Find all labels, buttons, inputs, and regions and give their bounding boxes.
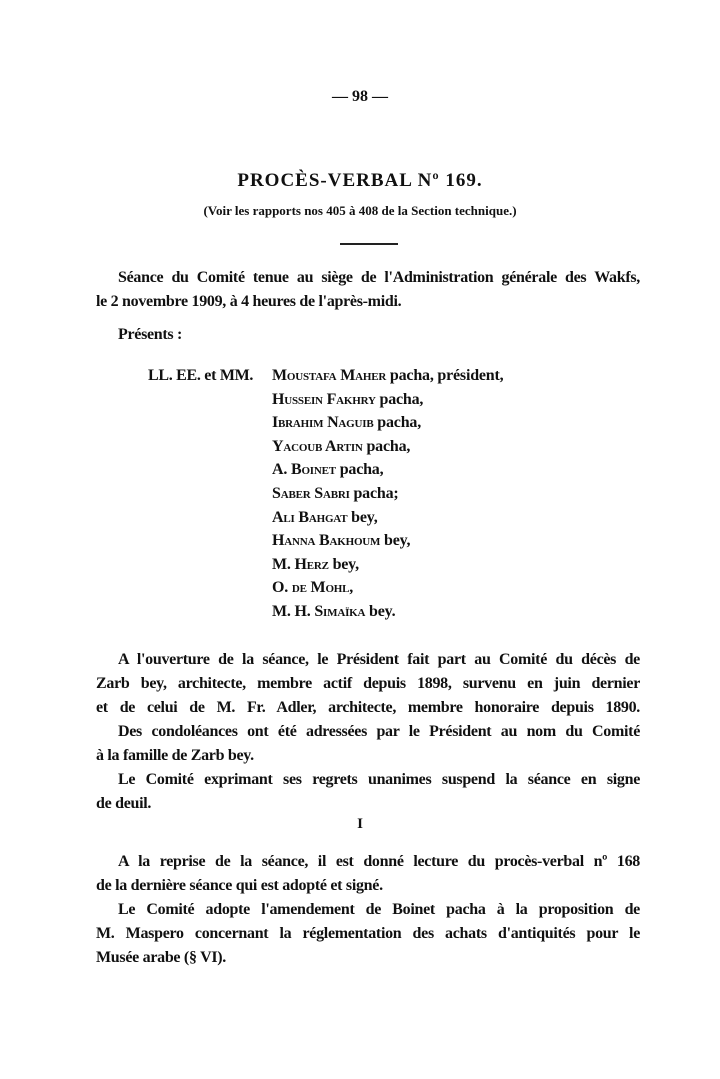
attendee-name: Herz (294, 555, 329, 573)
attendee (272, 482, 399, 506)
attendee-name: de Mohl (291, 579, 350, 597)
attendee-name: Yacoub Artin (272, 437, 363, 455)
paragraph-line: le 2 novembre 1909, à 4 heures de l'après-midi. (96, 293, 402, 310)
attendee-post: pacha, président, (386, 367, 504, 384)
page-number: — 98 — (332, 88, 388, 105)
attendee-post: pacha, (373, 414, 421, 432)
attendee-post: pacha, (362, 437, 411, 455)
attendee-name: Hussein Fakhry (272, 390, 376, 408)
attendee-pre: O. (272, 579, 292, 597)
attendee (272, 529, 410, 553)
section-numeral: I (357, 816, 363, 832)
attendee (272, 411, 421, 435)
presents-label: Présents : (118, 326, 183, 343)
paragraph-line: Le Comité exprimant ses regrets unanimes suspend la séance en signe (118, 771, 640, 788)
attendee (272, 506, 378, 530)
attendee (272, 576, 353, 600)
attendee-post: bey. (365, 603, 396, 620)
attendee-post: pacha; (349, 485, 399, 502)
paragraph-line: à la famille de Zarb bey. (96, 747, 254, 764)
paragraph-line: de la dernière séance qui est adopté et signé. (96, 877, 383, 894)
attendee (272, 553, 359, 577)
attendee-name: Simaïka (314, 603, 366, 620)
page-title: PROCÈS-VERBAL Nº 169. (237, 170, 483, 191)
attendee-name: Ibrahim Naguib (272, 414, 374, 432)
attendee-name: Boinet (290, 461, 336, 479)
paragraph-line: Musée arabe (§ VI). (96, 949, 226, 966)
paragraph-line: A l'ouverture de la séance, le Président fait part au Comité du décès de (118, 651, 640, 668)
attendee-post: pacha, (335, 461, 384, 479)
attendee-post: bey, (328, 555, 359, 573)
paragraph-line: Des condoléances ont été adressées par le Président au nom du Comité (118, 723, 640, 740)
attendee-post: pacha, (375, 390, 424, 408)
attendee-name: Ali Bahgat (272, 508, 348, 526)
attendee (272, 364, 503, 388)
paragraph-line: Le Comité adopte l'amendement de Boinet pacha à la proposition de (118, 901, 640, 918)
attendees-label: LL. EE. et MM. (148, 367, 254, 384)
attendee-pre: A. (272, 461, 291, 479)
attendee-name: Moustafa Maher (272, 367, 387, 384)
paragraph-line: Zarb bey, architecte, membre actif depuis 1898, survenu en juin dernier (96, 675, 640, 692)
paragraph-line: A la reprise de la séance, il est donné lecture du procès-verbal nº 168 (118, 853, 640, 870)
attendee-name: Hanna Bakhoum (272, 532, 381, 550)
attendee-post: , (349, 579, 354, 597)
attendee-pre: M. (272, 555, 295, 573)
attendee (272, 600, 395, 624)
paragraph-line: et de celui de M. Fr. Adler, architecte, membre honoraire depuis 1890. (96, 699, 640, 716)
attendee (272, 435, 410, 459)
attendee-post: bey, (380, 532, 411, 550)
attendee (272, 458, 383, 482)
attendee-post: bey, (347, 508, 378, 526)
attendee (272, 388, 423, 412)
paragraph-line: M. Maspero concernant la réglementation des achats d'antiquités pour le (96, 925, 640, 942)
subtitle: (Voir les rapports nos 405 à 408 de la Section technique.) (203, 203, 517, 218)
paragraph-line: de deuil. (96, 795, 152, 812)
attendee-name: Saber Sabri (272, 485, 350, 502)
divider (340, 243, 398, 245)
attendee-pre: M. H. (272, 603, 315, 620)
paragraph-line: Séance du Comité tenue au siège de l'Administration générale des Wakfs, (118, 269, 640, 286)
